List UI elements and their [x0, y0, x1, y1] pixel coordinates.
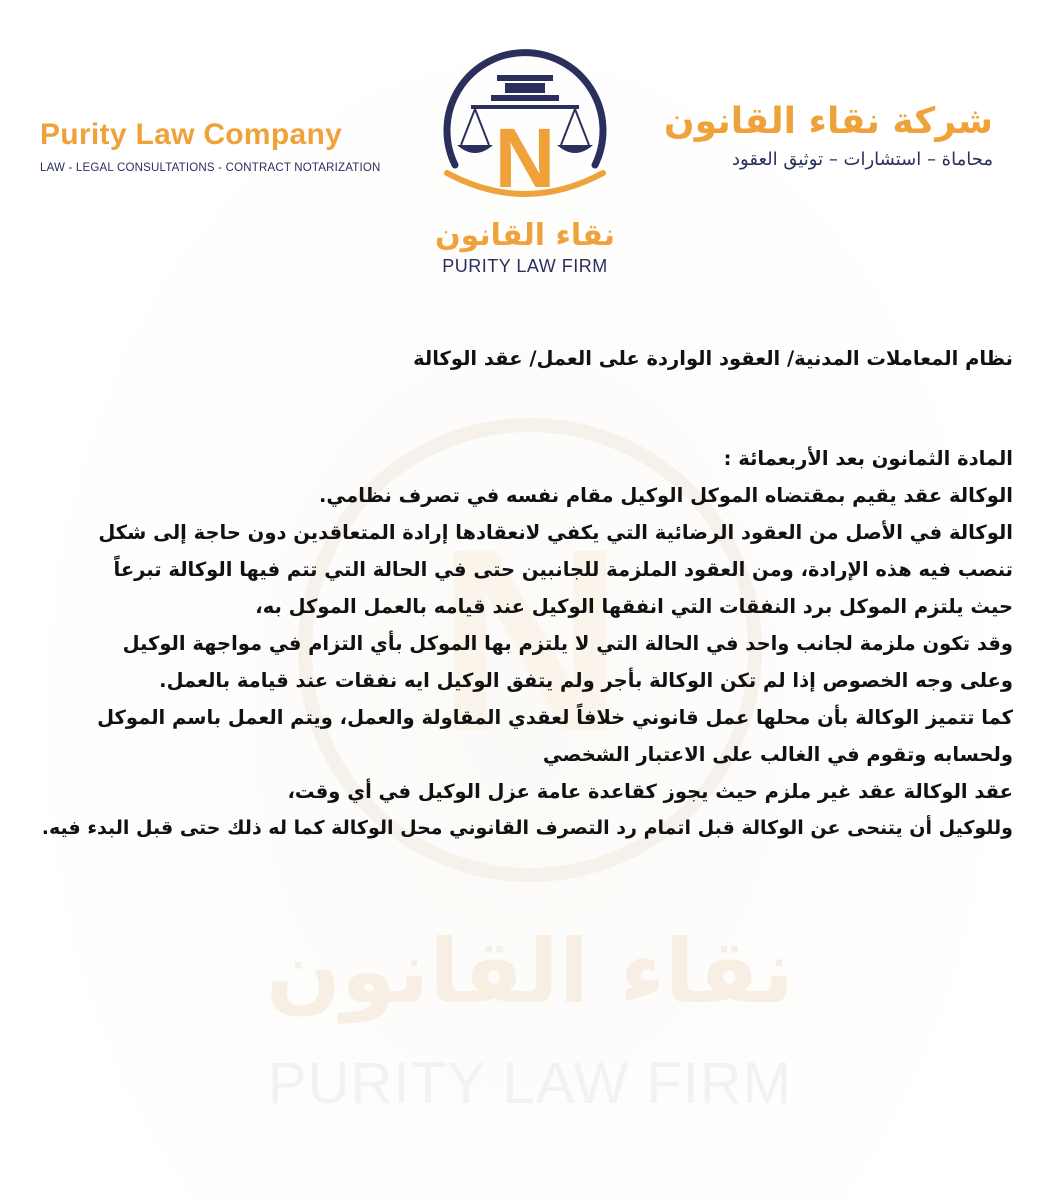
paragraph-line: الوكالة في الأصل من العقود الرضائية التي يكفي لانعقادها إرادة المتعاقدين دون حاجة إلى شكل [98, 521, 1013, 544]
spacer [23, 377, 1013, 440]
arabic-company-name: شركة نقاء القانون [663, 101, 993, 142]
document-body [23, 340, 1013, 847]
logo-english-name: PURITY LAW FIRM [442, 256, 608, 276]
english-company-name: Purity Law Company [40, 118, 343, 151]
english-tagline: LAW - LEGAL CONSULTATIONS - CONTRACT NOTARIZATION [40, 162, 381, 174]
watermark-arabic: نقاء القانون [266, 920, 794, 1023]
article-heading: المادة الثمانون بعد الأربعمائة : [723, 447, 1013, 470]
svg-text:N: N [436, 496, 624, 786]
paragraph-line: وعلى وجه الخصوص إذا لم تكن الوكالة بأجر ولم يتفق الوكيل ايه نفقات عند قيامة بالعمل. [159, 669, 1013, 692]
scales-of-justice-icon [435, 45, 615, 215]
arabic-company-block [663, 100, 993, 170]
paragraph-line: وقد تكون ملزمة لجانب واحد في الحالة التي لا يلتزم بها الموكل بأي التزام في مواجهة الوكيل [122, 632, 1013, 655]
paragraph-line: وللوكيل أن يتنحى عن الوكالة قبل اتمام رد التصرف القانوني محل الوكالة كما له ذلك حتى قبل البدء فيه. [41, 817, 1013, 839]
company-logo [430, 45, 620, 295]
paragraph-line: كما تتميز الوكالة بأن محلها عمل قانوني خلافاً لعقدي المقاولة والعمل، ويتم العمل باسم الموكل [97, 706, 1013, 729]
paragraph-line: ولحسابه وتقوم في الغالب على الاعتبار الشخصي [542, 743, 1013, 766]
logo-letter: N [494, 111, 556, 205]
arabic-tagline: محاماة – استشارات – توثيق العقود [732, 149, 993, 171]
watermark-english: PURITY LAW FIRM [267, 1051, 793, 1116]
paragraph-line: الوكالة عقد يقيم بمقتضاه الموكل الوكيل مقام نفسه في تصرف نظامي. [319, 484, 1013, 507]
paragraph-line: تنصب فيه هذه الإرادة، ومن العقود الملزمة للجانبين حتى في الحالة التي تتم فيها الوكالة تبرعاً [113, 558, 1013, 581]
paragraph-line: حيث يلتزم الموكل برد النفقات التي انفقها الوكيل عند قيامه بالعمل الموكل به، [255, 595, 1013, 618]
english-company-block [40, 118, 400, 174]
paragraph-line: عقد الوكالة عقد غير ملزم حيث يجوز كقاعدة عامة عزل الوكيل في أي وقت، [287, 780, 1013, 803]
document-title: نظام المعاملات المدنية/ العقود الواردة على العمل/ عقد الوكالة [413, 347, 1013, 370]
logo-arabic-name: نقاء القانون [435, 218, 615, 253]
letterhead [0, 0, 1037, 320]
